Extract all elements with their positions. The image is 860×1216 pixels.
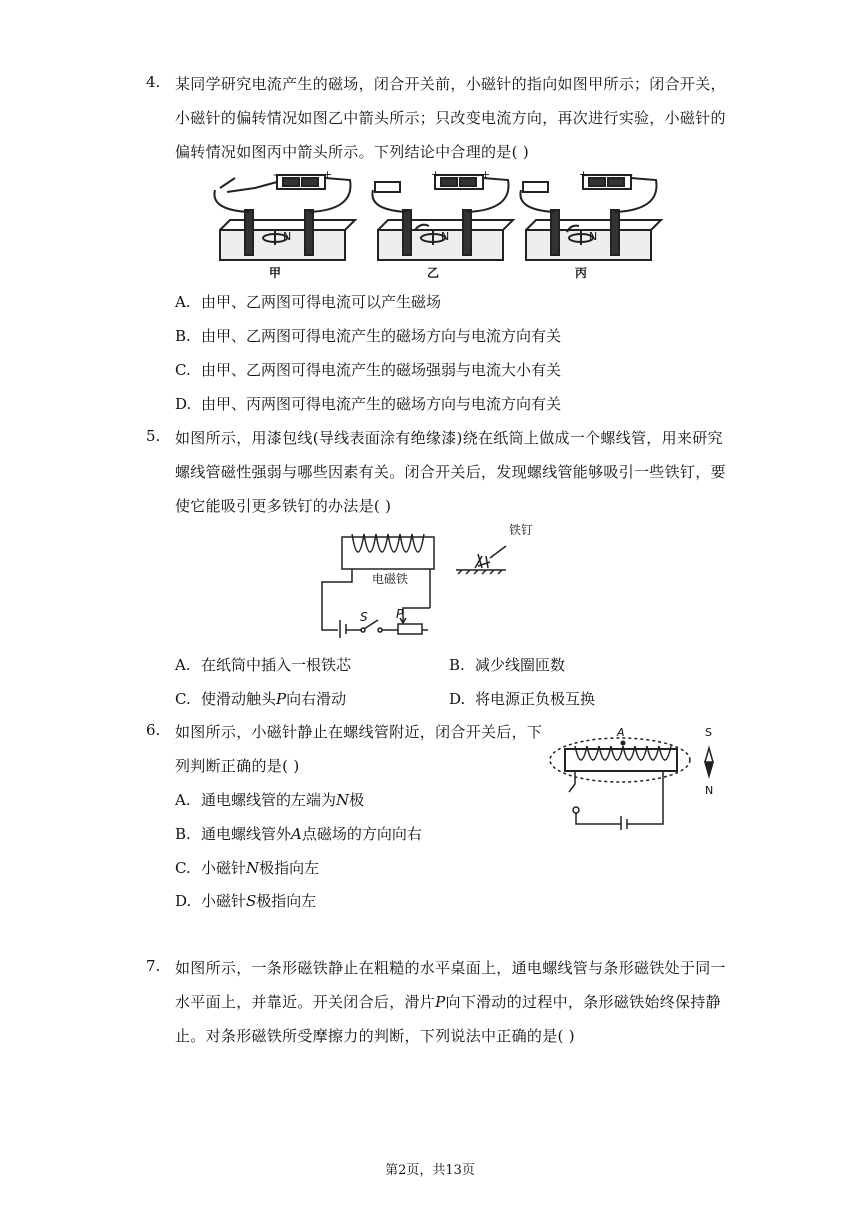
q6-stem-line: 列判断正确的是( ) (175, 757, 300, 775)
svg-text:-: - (629, 170, 633, 181)
q5-stem-line: 如图所示，用漆包线(导线表面涂有绝缘漆)绕在纸筒上做成一个螺线管，用来研究 (175, 429, 723, 447)
svg-text:+: + (431, 170, 441, 181)
q4-option-d: D. 由甲、丙两图可得电流产生的磁场方向与电流方向有关 (175, 395, 562, 413)
svg-text:+: + (579, 170, 589, 181)
q6-label-north: N (705, 784, 714, 797)
q5-option-d: D. 将电源正负极互换 (449, 690, 596, 708)
svg-text:N: N (441, 230, 450, 243)
q7-stem-line: 水平面上，并靠近。开关闭合后，滑片P向下滑动的过程中，条形磁铁始终保持静 (175, 993, 721, 1011)
q6-stem-line: 如图所示，小磁针静止在螺线管附近，闭合开关后，下 (175, 723, 543, 741)
q5-stem-line: 使它能吸引更多铁钉的办法是( ) (175, 497, 392, 515)
q4-label-yi: 乙 (427, 266, 440, 280)
q6-option-a: A. 通电螺线管的左端为N极 (175, 791, 365, 809)
q5-label-slider: P (396, 607, 404, 621)
q6-option-b: B. 通电螺线管外A点磁场的方向向右 (175, 825, 422, 843)
q4-panel-yi (372, 175, 513, 260)
q4-stem-line: 偏转情况如图丙中箭头所示。下列结论中合理的是( ) (175, 143, 529, 161)
q7-stem-line: 止。对条形磁铁所受摩擦力的判断，下列说法中正确的是( ) (175, 1027, 575, 1045)
q4-label-bing: 丙 (575, 266, 588, 280)
q6-option-c: C. 小磁针N极指向左 (175, 859, 320, 877)
q5-label-switch: S (360, 610, 368, 624)
q4-option-c: C. 由甲、乙两图可得电流产生的磁场强弱与电流大小有关 (175, 361, 562, 379)
q4-label-jia: 甲 (269, 266, 282, 280)
q5-option-a: A. 在纸筒中插入一根铁芯 (175, 656, 352, 674)
q5-figure (310, 520, 550, 640)
q5-label-nails: 铁钉 (509, 523, 534, 537)
svg-text:+: + (481, 170, 491, 181)
q5-number: 5. (146, 427, 161, 445)
q6-option-d: D. 小磁针S极指向左 (175, 892, 317, 910)
q6-label-south: S (705, 726, 712, 739)
q4-option-a: A. 由甲、乙两图可得电流可以产生磁场 (175, 293, 442, 311)
svg-text:N: N (283, 230, 292, 243)
q4-figure (205, 170, 665, 285)
q5-option-b: B. 减少线圈匝数 (449, 656, 566, 674)
q4-stem-line: 小磁针的偏转情况如图乙中箭头所示；只改变电流方向，再次进行实验，小磁针的 (175, 109, 726, 127)
q4-option-b: B. 由甲、乙两图可得电流产生的磁场方向与电流方向有关 (175, 327, 562, 345)
q7-stem-line: 如图所示，一条形磁铁静止在粗糙的水平桌面上，通电螺线管与条形磁铁处于同一 (175, 959, 726, 977)
q4-panel-bing (520, 175, 661, 260)
q4-number: 4. (146, 73, 161, 91)
q6-number: 6. (146, 721, 161, 739)
q4-panel-jia (214, 175, 355, 260)
svg-text:-: - (273, 170, 277, 181)
q7-number: 7. (146, 957, 161, 975)
q5-label-electromagnet: 电磁铁 (372, 572, 409, 586)
q4-stem-line: 某同学研究电流产生的磁场，闭合开关前，小磁针的指向如图甲所示；闭合开关， (175, 75, 726, 93)
q6-figure (545, 712, 725, 830)
svg-text:+: + (323, 170, 333, 181)
page-footer: 第2页，共13页 (385, 1163, 475, 1178)
svg-text:N: N (589, 230, 598, 243)
q5-option-c: C. 使滑动触头P向右滑动 (175, 690, 347, 708)
q6-label-point-a: A (617, 726, 625, 739)
q5-stem-line: 螺线管磁性强弱与哪些因素有关。闭合开关后，发现螺线管能够吸引一些铁钉，要 (175, 463, 726, 481)
